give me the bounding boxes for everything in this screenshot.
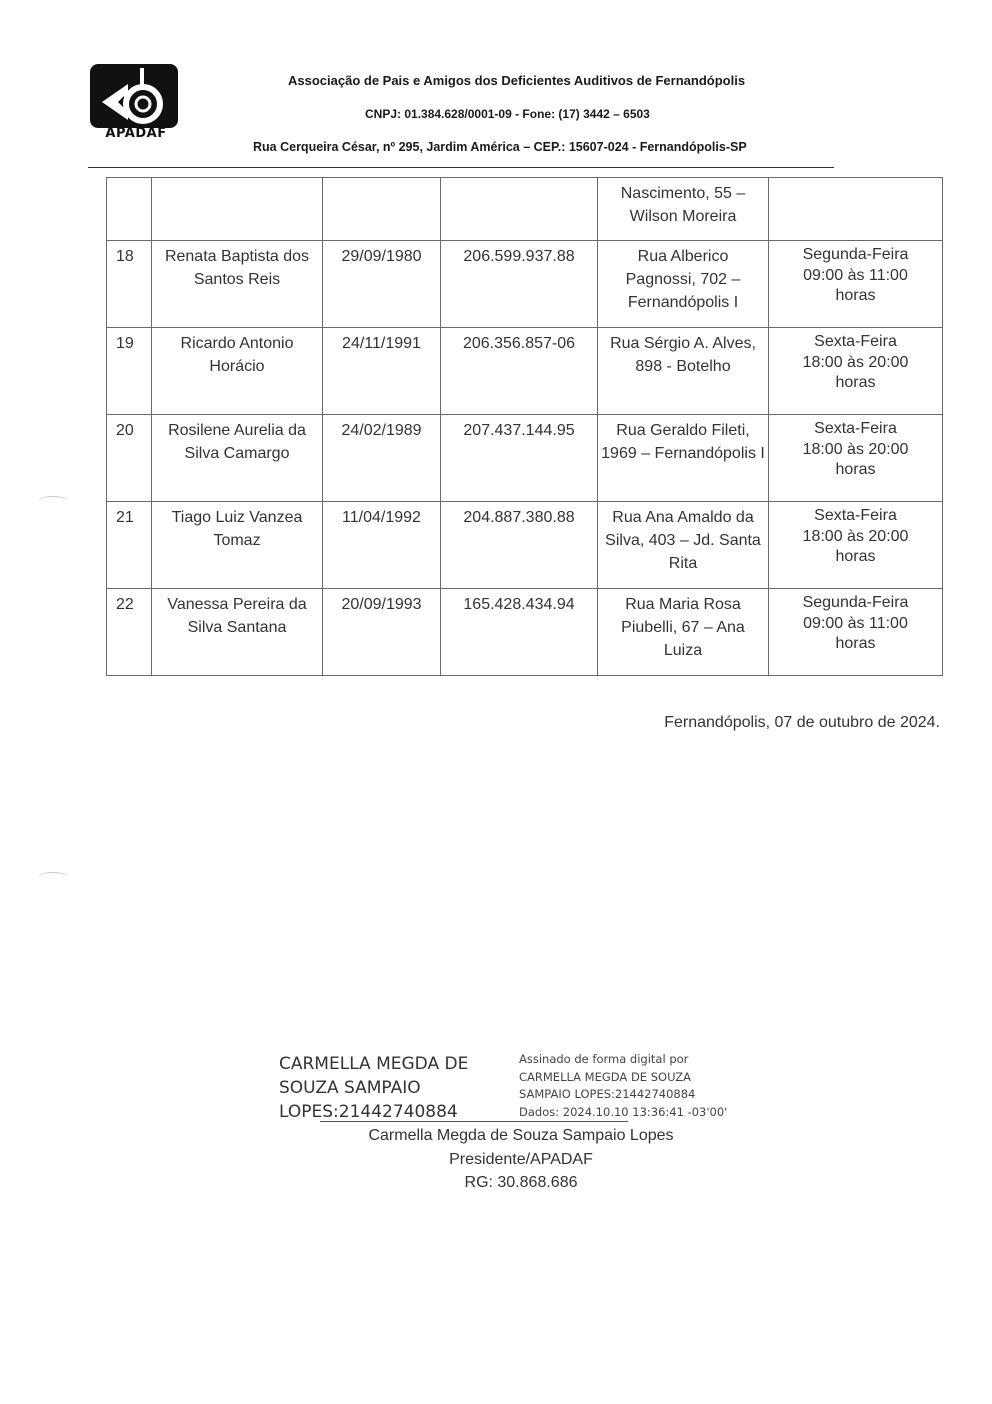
schedule-unit: horas: [835, 287, 876, 304]
punch-hole-mark: [38, 496, 68, 507]
organization-name: Associação de Pais e Amigos dos Deficientes Auditivos de Fernandópolis: [288, 73, 746, 88]
cell-name: Tiago Luiz Vanzea Tomaz: [152, 502, 323, 589]
cell-schedule: [769, 178, 943, 241]
cell-birth-date: 29/09/1980: [323, 241, 441, 328]
schedule-time: 18:00 às 20:00: [802, 527, 909, 545]
cell-name: Vanessa Pereira da Silva Santana: [152, 589, 323, 676]
schedule-unit: horas: [835, 374, 876, 391]
cell-cpf: [441, 178, 598, 241]
cell-address: Nascimento, 55 – Wilson Moreira: [598, 178, 769, 241]
table-row: [107, 328, 943, 415]
cell-name: Renata Baptista dos Santos Reis: [152, 241, 323, 328]
cell-address: Rua Ana Amaldo da Silva, 403 – Jd. Santa Rita: [598, 502, 769, 589]
cell-name: Rosilene Aurelia da Silva Camargo: [152, 415, 323, 502]
schedule-day: Sexta-Feira: [814, 333, 897, 350]
signer-block: [300, 1124, 742, 1195]
punch-hole-mark: [38, 872, 68, 883]
stamp-line: SAMPAIO LOPES:21442740884: [519, 1087, 696, 1101]
cell-address: Rua Sérgio A. Alves, 898 - Botelho: [598, 328, 769, 415]
cell-cpf: 206.356.857-06: [441, 328, 598, 415]
schedule-unit: horas: [835, 548, 876, 565]
stamp-line: CARMELLA MEGDA DE SOUZA: [519, 1069, 692, 1084]
table-row: [107, 178, 943, 241]
stamp-line: Dados: 2024.10.10 13:36:41 -03'00': [519, 1104, 728, 1119]
cell-cpf: 207.437.144.95: [441, 415, 598, 502]
signature-name-line: CARMELLA MEGDA DE: [279, 1054, 469, 1074]
cell-birth-date: 11/04/1992: [323, 502, 441, 589]
signer-rg: RG: 30.868.686: [464, 1174, 578, 1191]
cell-cpf: 206.599.937.88: [441, 241, 598, 328]
digital-signature-stamp: [519, 1051, 749, 1121]
signer-name: Carmella Megda de Souza Sampaio Lopes: [368, 1127, 674, 1144]
schedule-day: Segunda-Feira: [802, 246, 909, 263]
cell-address: Rua Alberico Pagnossi, 702 – Fernandópolis I: [598, 241, 769, 328]
participants-table: [106, 177, 943, 676]
schedule-time: 18:00 às 20:00: [802, 440, 909, 458]
digital-signature-name: [279, 1052, 494, 1124]
cell-number: 20: [107, 415, 152, 502]
cell-schedule: [769, 328, 943, 415]
organization-contact: CNPJ: 01.384.628/0001-09 - Fone: (17) 3442 – 6503: [365, 107, 650, 121]
cell-schedule: [769, 241, 943, 328]
cell-schedule: [769, 502, 943, 589]
cell-address: Rua Geraldo Fileti, 1969 – Fernandópolis I: [598, 415, 769, 502]
cell-birth-date: 24/11/1991: [323, 328, 441, 415]
logo-text: APADAF: [105, 126, 167, 141]
table-row: [107, 502, 943, 589]
place-and-date: Fernandópolis, 07 de outubro de 2024.: [664, 714, 940, 731]
cell-number: 19: [107, 328, 152, 415]
table-row: [107, 241, 943, 328]
header-divider: [88, 167, 834, 168]
cell-birth-date: 24/02/1989: [323, 415, 441, 502]
cell-schedule: [769, 415, 943, 502]
signer-role: Presidente/APADAF: [449, 1150, 593, 1168]
schedule-time: 09:00 às 11:00: [803, 266, 908, 284]
cell-number: 18: [107, 241, 152, 328]
signature-name-line: SOUZA SAMPAIO: [279, 1078, 421, 1098]
cell-number: 21: [107, 502, 152, 589]
stamp-line: Assinado de forma digital por: [519, 1052, 689, 1066]
cell-birth-date: [323, 178, 441, 241]
table-row: [107, 589, 943, 676]
cell-name: Ricardo Antonio Horácio: [152, 328, 323, 415]
cell-name: [152, 178, 323, 241]
schedule-time: 18:00 às 20:00: [802, 353, 909, 371]
signature-name-line: LOPES:21442740884: [279, 1102, 458, 1122]
cell-cpf: 165.428.434.94: [441, 589, 598, 676]
schedule-day: Sexta-Feira: [814, 507, 897, 524]
schedule-unit: horas: [835, 635, 876, 652]
cell-birth-date: 20/09/1993: [323, 589, 441, 676]
cell-cpf: 204.887.380.88: [441, 502, 598, 589]
schedule-day: Segunda-Feira: [802, 594, 909, 611]
schedule-day: Sexta-Feira: [814, 420, 897, 437]
table-row: [107, 415, 943, 502]
schedule-unit: horas: [835, 461, 876, 478]
schedule-time: 09:00 às 11:00: [803, 614, 908, 632]
cell-number: [107, 178, 152, 241]
cell-address: Rua Maria Rosa Piubelli, 67 – Ana Luiza: [598, 589, 769, 676]
signature-line: [320, 1121, 628, 1122]
organization-address: Rua Cerqueira César, nº 295, Jardim América – CEP.: 15607-024 - Fernandópolis-SP: [253, 140, 747, 154]
cell-schedule: [769, 589, 943, 676]
cell-number: 22: [107, 589, 152, 676]
